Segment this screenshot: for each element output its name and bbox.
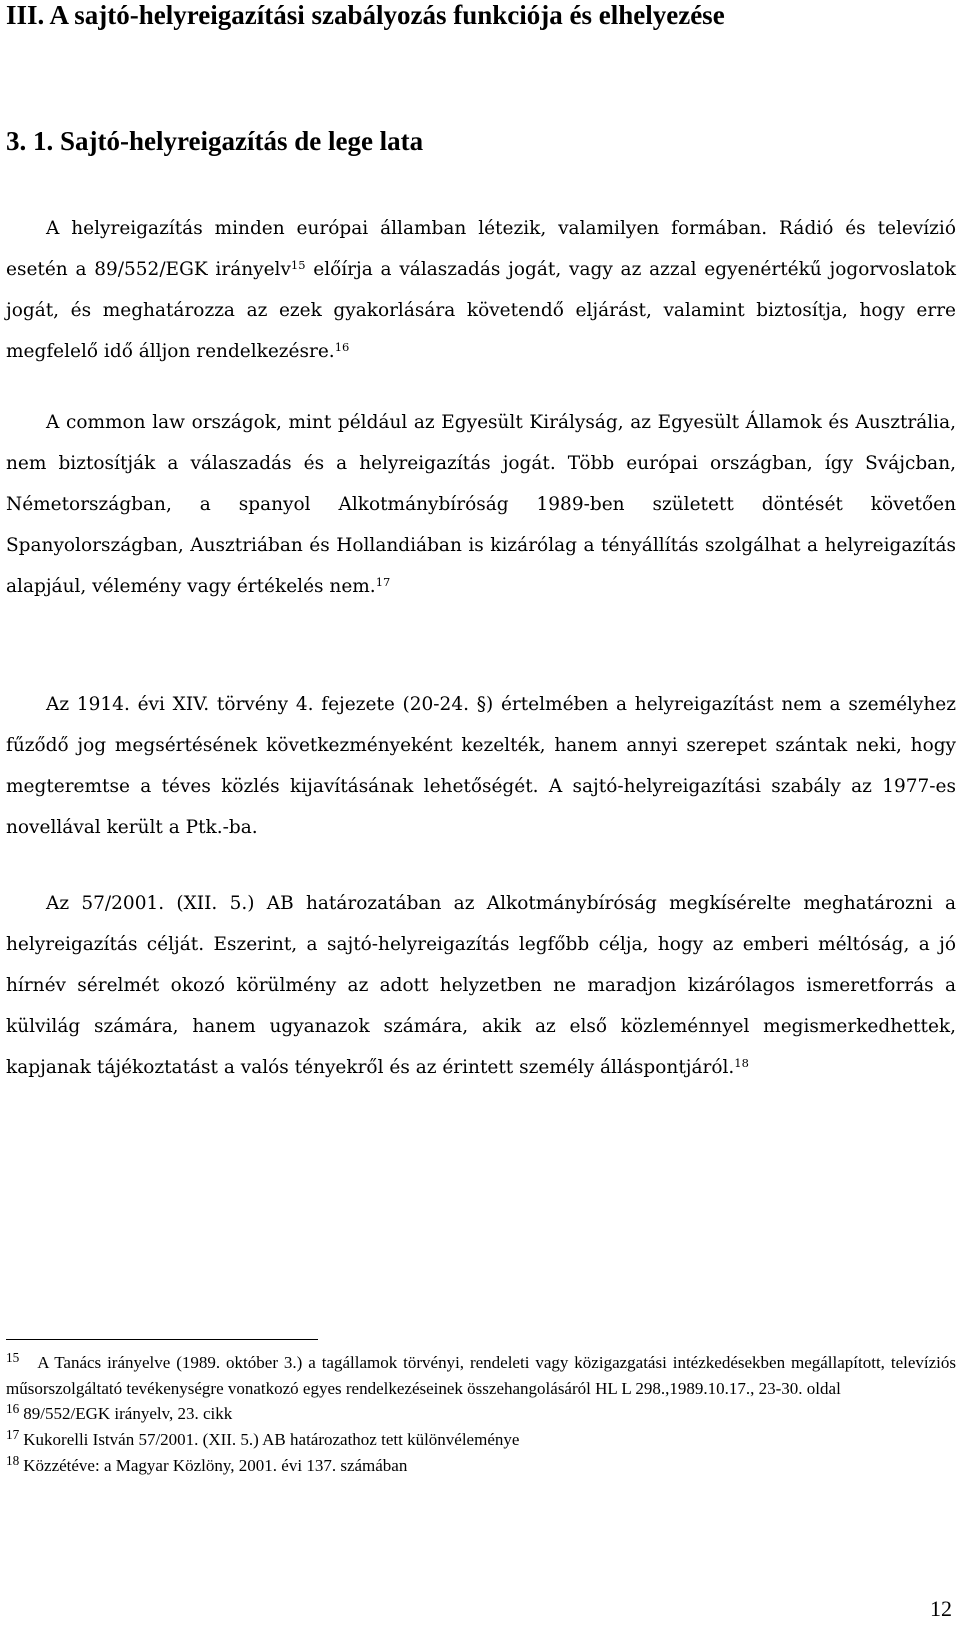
paragraph-3-text: Az 1914. évi XIV. törvény 4. fejezete (20-24. §) értelmében a helyreigazítást nem a személyhez fűződő jog megsértésének következményeként kezelték, hanem annyi szerepet szántak neki, hogy megteremtse a téves közlés kijavításának lehetőségét. A sajtó-helyreigazítási szabály az 1977-es novellával került a Ptk.-ba. — [6, 694, 956, 838]
footnote-separator — [6, 1339, 318, 1340]
paragraph-3 — [6, 684, 956, 848]
footnote-text: A Tanács irányelve (1989. október 3.) a tagállamok törvényi, rendeleti vagy közigazgatási intézkedésekben megállapított, televíziós műsorszolgáltató tevékenységre vonatkozó egyes rendelkezéseinek összehangolásáról HL L 298.,1989.10.17., 23-30. oldal — [6, 1353, 956, 1398]
paragraph-2 — [6, 402, 956, 607]
footnote-number: 18 — [6, 1453, 20, 1469]
footnote-text: 89/552/EGK irányelv, 23. cikk — [23, 1404, 233, 1423]
footnote-15 — [6, 1350, 956, 1401]
footnote-number: 17 — [6, 1427, 20, 1443]
paragraph-4-text: Az 57/2001. (XII. 5.) AB határozatában az Alkotmánybíróság megkísérelte meghatározni a helyreigazítás célját. Eszerint, a sajtó-helyreigazítás legfőbb célja, hogy az emberi méltóság, a jó hírnév sérelmét okozó körülmény az adott helyzetben ne maradjon kizárólagos ismeretforrás a külvilág számára, hanem ugyanazok számára, akik az első közleménnyel megismerkedhettek, kapjanak tájékoztatást a valós tényekről és az érintett személy álláspontjáról. — [6, 893, 956, 1078]
chapter-title: III. A sajtó-helyreigazítási szabályozás funkciója és elhelyezése — [6, 0, 725, 30]
footnote-ref-16[interactable]: 16 — [334, 340, 350, 355]
paragraph-4 — [6, 883, 956, 1088]
section-title: 3. 1. Sajtó-helyreigazítás de lege lata — [6, 126, 424, 156]
page-number: 12 — [930, 1596, 952, 1621]
footnote-number: 16 — [6, 1401, 20, 1417]
footnote-ref-15[interactable]: 15 — [290, 258, 306, 273]
footnote-text: Kukorelli István 57/2001. (XII. 5.) AB határozathoz tett különvéleménye — [23, 1430, 520, 1449]
footnote-ref-17[interactable]: 17 — [375, 575, 391, 590]
paragraph-2-text: A common law országok, mint például az Egyesült Királyság, az Egyesült Államok és Ausztrália, nem biztosítják a válaszadás és a helyreigazítás jogát. Több európai országban, így Svájcban, Németországban, a spanyol Alkotmánybíróság 1989-ben született döntését követően Spanyolországban, Ausztriában és Hollandiában is kizárólag a tényállítás szolgálhat a helyreigazítás alapjául, vélemény vagy értékelés nem. — [6, 412, 956, 597]
footnotes — [6, 1350, 956, 1479]
footnote-number: 15 — [6, 1350, 20, 1366]
paragraph-1-text-a: A helyreigazítás minden európai államban létezik, valamilyen formában. Rádió és televízió esetén a 89/552/EGK irányelv — [6, 218, 956, 280]
footnote-18 — [6, 1453, 956, 1479]
footnote-17 — [6, 1427, 956, 1453]
footnote-text: Közzétéve: a Magyar Közlöny, 2001. évi 137. számában — [23, 1456, 408, 1475]
footnote-ref-18[interactable]: 18 — [734, 1056, 749, 1071]
paragraph-1-text-b: előírja a válaszadás jogát, vagy az azzal egyenértékű jogorvoslatok jogát, és meghatározza az ezek gyakorlására követendő eljárást, valamint biztosítja, hogy erre megfelelő idő álljon rendelkezésre. — [6, 259, 956, 362]
paragraph-1 — [6, 208, 956, 372]
footnote-16 — [6, 1401, 956, 1427]
